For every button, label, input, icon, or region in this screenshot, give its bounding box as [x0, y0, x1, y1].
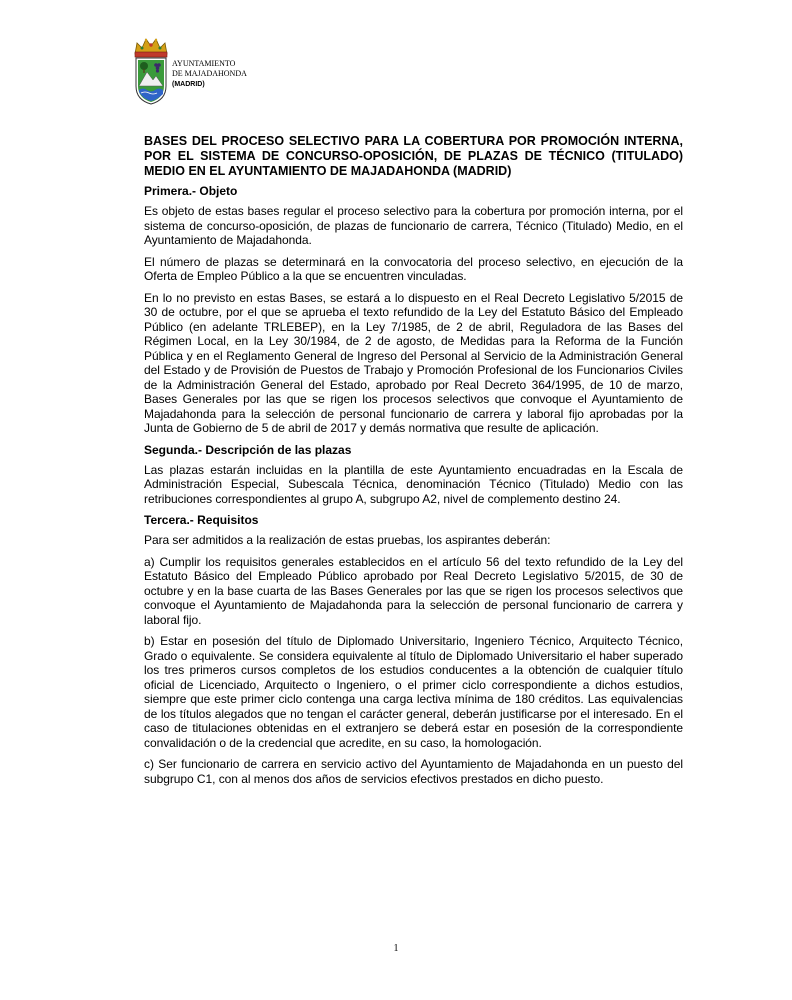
- paragraph: Las plazas estarán incluidas en la plantilla de este Ayuntamiento encuadradas en la Escala de Administración Especial, Subescala Técnica, denominación Técnico (Titulado) Medio con las retribuciones correspondientes al grupo A, subgrupo A2, nivel de complemento destino 24.: [144, 462, 683, 506]
- page-number: 1: [393, 943, 399, 954]
- paragraph: Para ser admitidos a la realización de estas pruebas, los aspirantes deberán:: [144, 533, 551, 547]
- coat-of-arms-icon: [130, 34, 172, 106]
- organization-header: [172, 59, 247, 90]
- section-heading: Tercera.- Requisitos: [144, 513, 259, 527]
- org-name-line2: DE MAJADAHONDA: [172, 69, 247, 78]
- document-title: BASES DEL PROCESO SELECTIVO PARA LA COBERTURA POR PROMOCIÓN INTERNA, POR EL SISTEMA DE CONCURSO-OPOSICIÓN, DE PLAZAS DE TÉCNICO (TITULADO) MEDIO EN EL AYUNTAMIENTO DE MAJADAHONDA (MADRID): [144, 134, 683, 178]
- paragraph: c) Ser funcionario de carrera en servicio activo del Ayuntamiento de Majadahonda en un puesto del subgrupo C1, con al menos dos años de servicios efectivos prestados en dicho puesto.: [144, 757, 683, 786]
- section-heading: Primera.- Objeto: [144, 184, 238, 198]
- paragraph: El número de plazas se determinará en la convocatoria del proceso selectivo, en ejecución de la Oferta de Empleo Público a la que se encuentren vinculadas.: [144, 254, 683, 283]
- paragraph: Es objeto de estas bases regular el proceso selectivo para la cobertura por promoción interna, por el sistema de concurso-oposición, de plazas de funcionario de carrera, Técnico (Titulado) Medio, en el Ayuntamiento de Majadahonda.: [144, 204, 683, 247]
- org-region: (MADRID): [172, 81, 205, 88]
- section-heading: Segunda.- Descripción de las plazas: [144, 442, 352, 457]
- paragraph: b) Estar en posesión del título de Diplomado Universitario, Ingeniero Técnico, Arquitecto Técnico, Grado o equivalente. Se considera equivalente al título de Diplomado Universitario el haber superado los tres primeros cursos completos de los estudios conducentes a la obtención de cualquier título oficial de Licenciado, Arquitecto o Ingeniero, o el primer ciclo correspondiente a dichos estudios, siempre que este primer ciclo contenga una carga lectiva mínima de 180 créditos. Las equivalencias de los títulos alegados que no tengan el carácter general, deberán justificarse por el interesado. En el caso de titulaciones obtenidas en el extranjero se deberá estar en posesión de la correspondiente convalidación o de la credencial que acredite, en su caso, la homologación.: [144, 634, 683, 750]
- document-body: [144, 134, 683, 793]
- paragraph: En lo no previsto en estas Bases, se estará a lo dispuesto en el Real Decreto Legislativo 5/2015 de 30 de octubre, por el que se aprueba el texto refundido de la Ley del Estatuto Básico del Empleado Público (en adelante TRLEBEP), en la Ley 7/1985, de 2 de abril, Reguladora de las Bases del Régimen Local, en la Ley 30/1984, de 2 de agosto, de Medidas para la Reforma de la Función Pública y en el Reglamento General de Ingreso del Personal al Servicio de la Administración General del Estado y de Provisión de Puestos de Trabajo y Promoción Profesional de los Funcionarios Civiles de la Administración General del Estado, aprobado por Real Decreto 364/1995, de 10 de marzo, Bases Generales por las que se rigen los procesos selectivos que convoque el Ayuntamiento de Majadahonda para la selección de personal funcionario de carrera y laboral fijo aprobadas por la Junta de Gobierno de 5 de abril de 2017 y demás normativa que resulte de aplicación.: [144, 290, 683, 435]
- org-name-line1: AYUNTAMIENTO: [172, 59, 236, 68]
- paragraph: a) Cumplir los requisitos generales establecidos en el artículo 56 del texto refundido de la Ley del Estatuto Básico del Empleado Público aprobado por Real Decreto Legislativo 5/2015, de 30 de octubre y en la base cuarta de las Bases Generales por las que se rigen los procesos selectivos que convoque el Ayuntamiento de Majadahonda para la selección de personal funcionario de carrera y laboral fijo.: [144, 554, 683, 627]
